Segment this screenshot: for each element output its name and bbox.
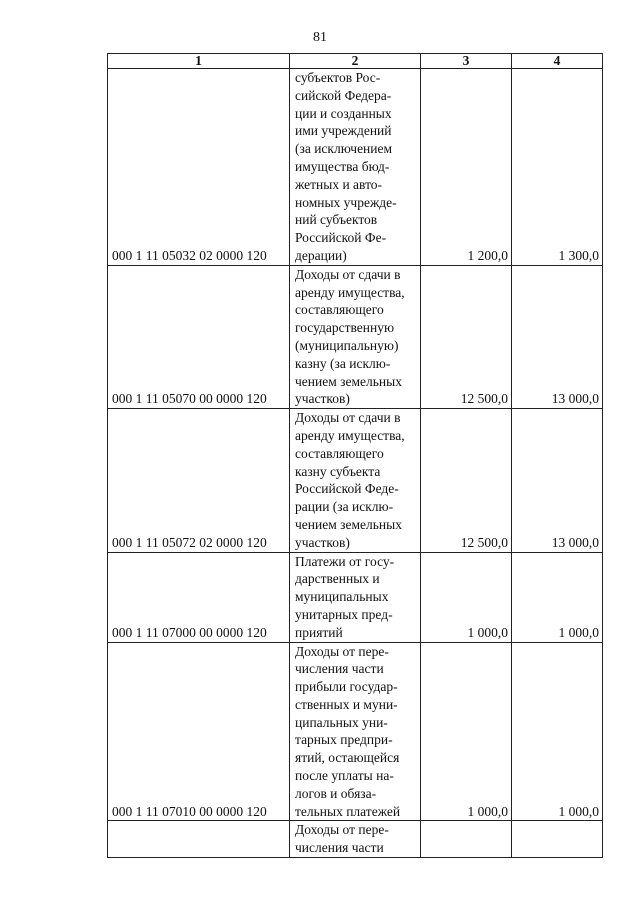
revenue-code: 000 1 11 05070 00 0000 120 [108,265,290,408]
amount-col-3 [421,821,512,858]
column-header-3: 3 [421,54,512,69]
table-row [108,552,603,642]
amount-col-4 [512,821,603,858]
amount-col-4: 13 000,0 [512,265,603,408]
revenue-description: Доходы от сдачи в аренду имущества, составляющего государственную (муниципальную) казну (за исклю- чением земельных участков) [290,265,421,408]
revenue-description: Доходы от пере- числения части [290,821,421,858]
amount-col-3: 1 000,0 [421,552,512,642]
amount-col-4: 13 000,0 [512,409,603,552]
table-row [108,265,603,408]
revenue-code: 000 1 11 05072 02 0000 120 [108,409,290,552]
table-row [108,642,603,821]
amount-col-4: 1 000,0 [512,552,603,642]
revenue-code: 000 1 11 07010 00 0000 120 [108,642,290,821]
amount-col-4: 1 000,0 [512,642,603,821]
amount-col-3: 12 500,0 [421,409,512,552]
column-header-2: 2 [290,54,421,69]
revenue-description: Доходы от сдачи в аренду имущества, составляющего казну субъекта Российской Феде- рации (за исклю- чением земельных участков) [290,409,421,552]
column-header-1: 1 [108,54,290,69]
column-header-4: 4 [512,54,603,69]
revenue-code: 000 1 11 05032 02 0000 120 [108,69,290,266]
revenue-description: субъектов Рос- сийской Федера- ции и созданных ими учреждений (за исключением имущества бюд- жетных и авто- номных учрежде- ний субъектов Российской Фе- дерации) [290,69,421,266]
amount-col-3: 12 500,0 [421,265,512,408]
revenue-description: Доходы от пере- числения части прибыли государ- ственных и муни- ципальных уни- тарных предпри- ятий, остающейся после уплаты на- логов и обяза- тельных платежей [290,642,421,821]
amount-col-3: 1 000,0 [421,642,512,821]
revenue-code [108,821,290,858]
table-row [108,821,603,858]
amount-col-4: 1 300,0 [512,69,603,266]
header-row [108,54,603,69]
table-row [108,409,603,552]
revenue-code: 000 1 11 07000 00 0000 120 [108,552,290,642]
budget-table [107,53,603,858]
amount-col-3: 1 200,0 [421,69,512,266]
page-number: 81 [313,30,327,45]
table-row [108,69,603,266]
revenue-description: Платежи от госу- дарственных и муниципальных унитарных пред- приятий [290,552,421,642]
